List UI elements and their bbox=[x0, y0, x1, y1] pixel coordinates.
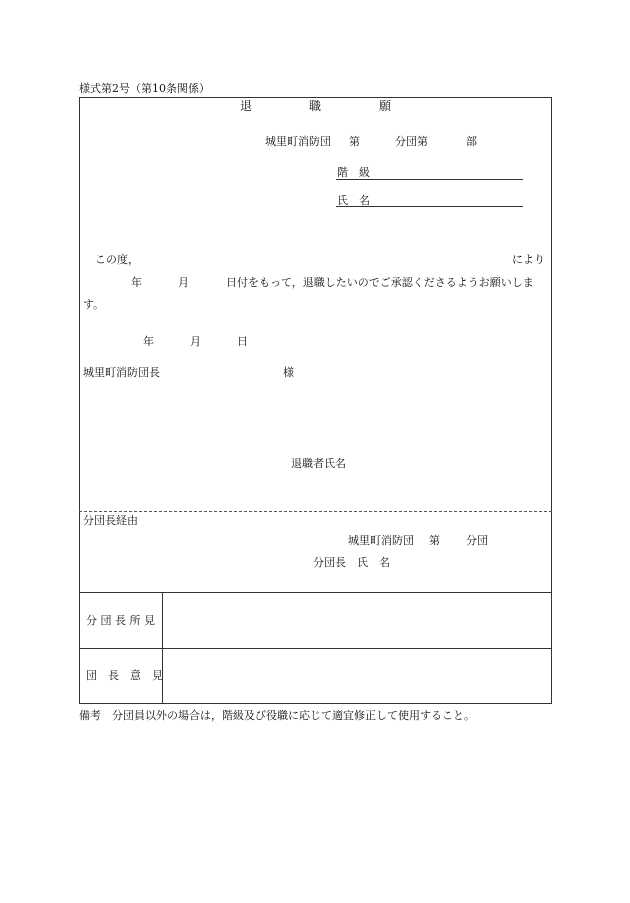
date-year: 年 bbox=[143, 335, 154, 348]
title-char-1: 退 bbox=[240, 99, 253, 113]
body-month: 月 bbox=[178, 276, 189, 289]
dancho-opinion-label: 団 長 意 見 bbox=[86, 669, 163, 682]
addressee-org: 城里町消防団長 bbox=[83, 366, 160, 379]
name-label: 氏 名 bbox=[337, 194, 370, 207]
via-org: 城里町消防団 bbox=[348, 534, 414, 547]
header-bu: 部 bbox=[466, 135, 477, 148]
header-org: 城里町消防団 bbox=[265, 135, 331, 148]
body-line2-rest: 日付をもって，退職したいのでご承認くださるようお願いしま bbox=[226, 276, 534, 289]
title-char-3: 願 bbox=[379, 99, 392, 113]
form-number: 様式第2号（第10条関係） bbox=[79, 82, 210, 95]
body-line3: す。 bbox=[83, 298, 105, 311]
title-char-2: 職 bbox=[309, 99, 322, 113]
via-title: 分団長経由 bbox=[83, 514, 138, 527]
date-day: 日 bbox=[237, 335, 248, 348]
bundancho-opinion-label: 分 団 長 所 見 bbox=[86, 614, 155, 627]
header-bundan-dai: 分団第 bbox=[395, 135, 428, 148]
dancho-opinion-field[interactable] bbox=[163, 649, 551, 703]
body-line1-start: この度， bbox=[95, 253, 139, 266]
via-leader-label: 分団長 氏 名 bbox=[313, 556, 390, 569]
date-month: 月 bbox=[190, 335, 201, 348]
note: 備考 分団員以外の場合は，階級及び役職に応じて適宜修正して使用すること。 bbox=[79, 709, 475, 722]
via-bundan: 分団 bbox=[466, 534, 488, 547]
header-dai: 第 bbox=[349, 135, 360, 148]
body-year: 年 bbox=[131, 276, 142, 289]
rank-label: 階 級 bbox=[337, 166, 370, 179]
via-dai: 第 bbox=[429, 534, 440, 547]
via-divider bbox=[79, 511, 552, 512]
name-underline bbox=[336, 206, 523, 207]
rank-underline bbox=[336, 179, 523, 180]
body-line1-end: により bbox=[512, 253, 545, 266]
bundancho-opinion-field[interactable] bbox=[163, 593, 551, 648]
addressee-sama: 様 bbox=[283, 366, 294, 379]
retiree-name-label: 退職者氏名 bbox=[291, 457, 346, 470]
